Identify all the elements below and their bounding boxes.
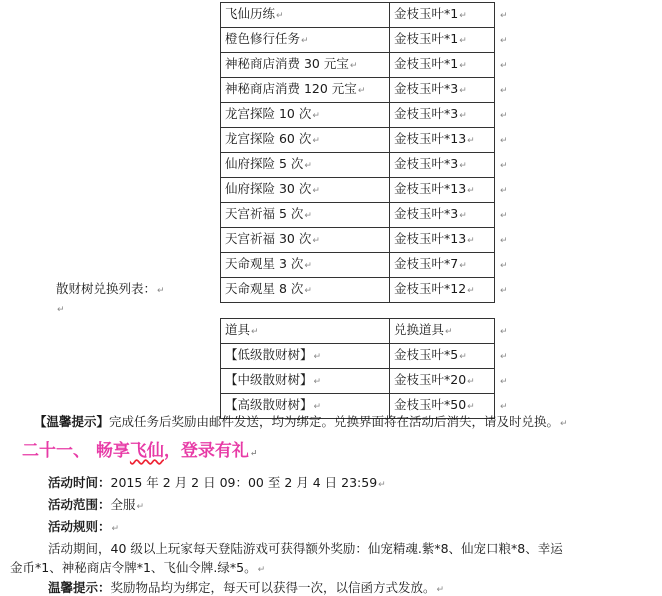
row-end-mark: ↵ bbox=[500, 377, 508, 387]
row-end-mark: ↵ bbox=[500, 186, 508, 196]
row-end-mark: ↵ bbox=[500, 327, 508, 337]
table-cell-reward: 金枝玉叶*3↵ bbox=[390, 78, 495, 103]
table-cell-reward: 金枝玉叶*3↵ bbox=[390, 203, 495, 228]
table-cell-reward: 金枝玉叶*5↵ bbox=[390, 344, 495, 369]
table-row bbox=[221, 228, 518, 253]
table-cell-item: 天宫祈福 30 次↵ bbox=[221, 228, 390, 253]
tip-label: 【温馨提示】 bbox=[34, 414, 110, 429]
table-row bbox=[221, 28, 518, 53]
row-end-mark: ↵ bbox=[500, 211, 508, 221]
activity-rules-label: 活动规则： bbox=[48, 519, 111, 534]
table-cell-item: 【中级散财树】↵ bbox=[221, 369, 390, 394]
row-end-mark: ↵ bbox=[500, 61, 508, 71]
row-end-mark: ↵ bbox=[500, 352, 508, 362]
empty-paragraph: ↵ bbox=[57, 305, 65, 315]
table-cell-reward: 金枝玉叶*20↵ bbox=[390, 369, 495, 394]
row-end-mark: ↵ bbox=[500, 402, 508, 412]
table-row bbox=[221, 253, 518, 278]
row-end-mark: ↵ bbox=[500, 86, 508, 96]
row-end-mark: ↵ bbox=[500, 286, 508, 296]
table-cell-reward: 金枝玉叶*1↵ bbox=[390, 28, 495, 53]
table-row bbox=[221, 178, 518, 203]
activity-rules-line-1: 活动期间，40 级以上玩家每天登陆游戏可获得额外奖励：仙宠精魂.紫*8、仙宠口粮*8、幸运 bbox=[48, 541, 563, 556]
section-number: 二十一、 bbox=[22, 441, 90, 461]
activity-tip-label: 温馨提示： bbox=[48, 580, 111, 595]
table-cell-reward: 金枝玉叶*1↵ bbox=[390, 3, 495, 28]
table-cell-item: 【高级散财树】↵ bbox=[221, 394, 390, 419]
row-end-mark: ↵ bbox=[500, 136, 508, 146]
table-cell-item: 龙宫探险 60 次↵ bbox=[221, 128, 390, 153]
tip-paragraph: 【温馨提示】完成任务后奖励由邮件发送，均为绑定。兑换界面将在活动后消失，请及时兑换。↵ bbox=[34, 414, 568, 429]
row-end-mark: ↵ bbox=[500, 161, 508, 171]
tip-text: 完成任务后奖励由邮件发送，均为绑定。兑换界面将在活动后消失，请及时兑换。 bbox=[109, 414, 560, 429]
table-cell-item: 神秘商店消费 120 元宝↵ bbox=[221, 78, 390, 103]
activity-tip-text: 奖励物品均为绑定，每天可以获得一次，以信函方式发放。 bbox=[110, 580, 436, 595]
activity-tip: 温馨提示：奖励物品均为绑定，每天可以获得一次，以信函方式发放。↵ bbox=[48, 580, 445, 595]
activity-time: 活动时间：2015 年 2 月 2 日 09：00 至 2 月 4 日 23:59↵ bbox=[48, 475, 386, 490]
activity-scope-value: 全服 bbox=[110, 497, 136, 512]
activity-time-value: 2015 年 2 月 2 日 09：00 至 2 月 4 日 23:59 bbox=[110, 475, 378, 490]
activity-scope: 活动范围：全服↵ bbox=[48, 497, 145, 512]
table-cell-reward: 金枝玉叶*3↵ bbox=[390, 153, 495, 178]
activity-rules-line-2: 金币*1、神秘商店令牌*1、飞仙令牌.绿*5。↵ bbox=[10, 560, 266, 575]
table-cell-reward: 金枝玉叶*13↵ bbox=[390, 178, 495, 203]
table-cell-reward: 金枝玉叶*12↵ bbox=[390, 278, 495, 303]
table-cell-reward: 金枝玉叶*13↵ bbox=[390, 128, 495, 153]
table-row bbox=[221, 3, 518, 28]
section-title: 畅享飞仙，登录有礼 bbox=[95, 441, 249, 461]
exchange-table bbox=[220, 318, 518, 419]
table-cell-reward: 金枝玉叶*7↵ bbox=[390, 253, 495, 278]
table-cell-reward: 金枝玉叶*3↵ bbox=[390, 103, 495, 128]
activity-rules: 活动规则：↵ bbox=[48, 519, 120, 534]
table-cell-item: 道具↵ bbox=[221, 319, 390, 344]
row-end-mark: ↵ bbox=[500, 111, 508, 121]
table-cell-item: 天宫祈福 5 次↵ bbox=[221, 203, 390, 228]
table-row bbox=[221, 78, 518, 103]
table-cell-item: 天命观星 3 次↵ bbox=[221, 253, 390, 278]
table-row bbox=[221, 278, 518, 303]
table-row bbox=[221, 103, 518, 128]
table-header-row bbox=[221, 319, 518, 344]
row-end-mark: ↵ bbox=[500, 11, 508, 21]
table-cell-item: 龙宫探险 10 次↵ bbox=[221, 103, 390, 128]
table-cell-item: 【低级散财树】↵ bbox=[221, 344, 390, 369]
table-cell-item: 神秘商店消费 30 元宝↵ bbox=[221, 53, 390, 78]
table-cell-reward: 金枝玉叶*13↵ bbox=[390, 228, 495, 253]
exchange-list-title: 散财树兑换列表：↵ bbox=[56, 281, 165, 296]
table-row bbox=[221, 369, 518, 394]
spellcheck-underline: 飞仙 bbox=[129, 441, 164, 461]
table-row bbox=[221, 203, 518, 228]
table-cell-item: 仙府探险 30 次↵ bbox=[221, 178, 390, 203]
row-end-mark: ↵ bbox=[500, 236, 508, 246]
row-end-mark: ↵ bbox=[500, 261, 508, 271]
task-reward-table bbox=[220, 2, 518, 303]
table-cell-reward: 金枝玉叶*50↵ bbox=[390, 394, 495, 419]
section-heading: 二十一、 畅享飞仙，登录有礼↵ bbox=[22, 441, 258, 461]
table-row bbox=[221, 128, 518, 153]
table-cell-item: 仙府探险 5 次↵ bbox=[221, 153, 390, 178]
table-cell-item: 飞仙历练↵ bbox=[221, 3, 390, 28]
activity-scope-label: 活动范围： bbox=[48, 497, 111, 512]
row-end-mark: ↵ bbox=[500, 36, 508, 46]
table-row bbox=[221, 53, 518, 78]
table-row bbox=[221, 344, 518, 369]
activity-time-label: 活动时间： bbox=[48, 475, 111, 490]
table-cell-item: 橙色修行任务↵ bbox=[221, 28, 390, 53]
table-row bbox=[221, 153, 518, 178]
table-cell-reward: 兑换道具↵ bbox=[390, 319, 495, 344]
table-cell-item: 天命观星 8 次↵ bbox=[221, 278, 390, 303]
table-cell-reward: 金枝玉叶*1↵ bbox=[390, 53, 495, 78]
